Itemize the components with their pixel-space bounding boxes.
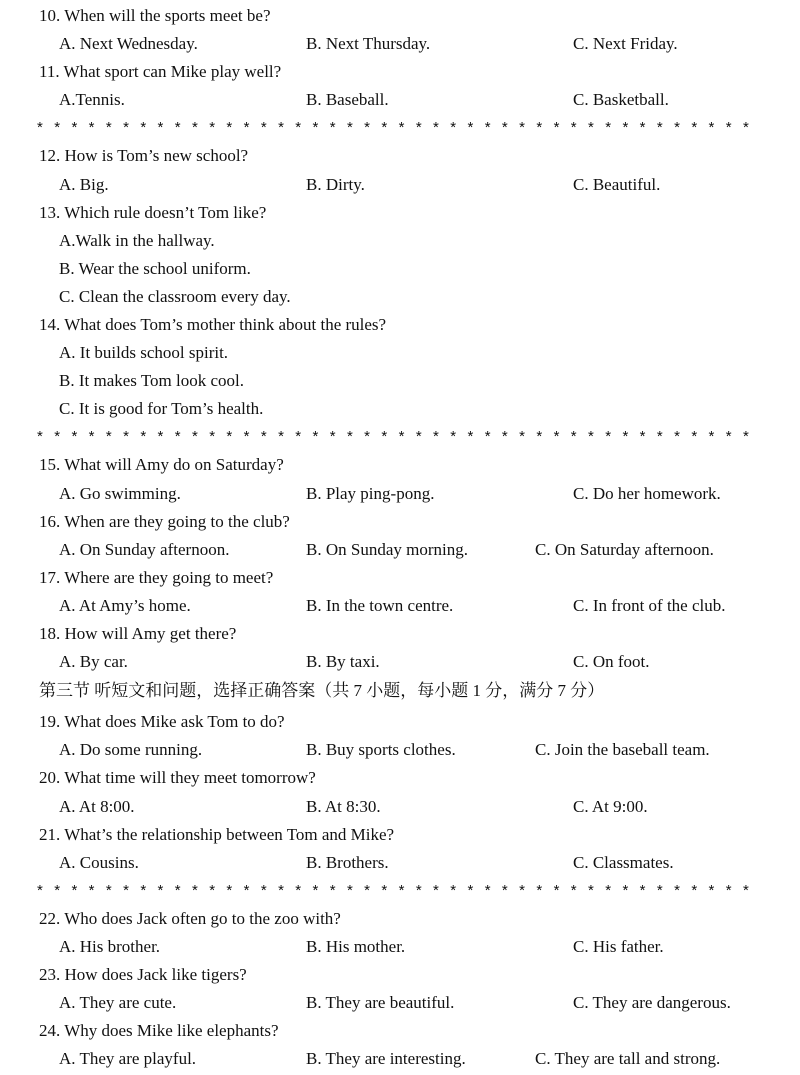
separator-asterisk: *: [123, 119, 129, 136]
separator-asterisk: *: [467, 882, 474, 899]
option-c: C. On foot.: [573, 652, 650, 671]
separator-asterisk: *: [312, 119, 319, 136]
separator-asterisk: *: [174, 119, 181, 136]
separator-asterisk: *: [381, 882, 388, 899]
separator-asterisk: *: [191, 428, 198, 445]
separator-asterisk: *: [605, 119, 612, 136]
separator-asterisk: *: [260, 882, 267, 899]
separator-asterisk: *: [433, 428, 439, 445]
separator-asterisk: *: [656, 428, 663, 445]
question-text: 19. What does Mike ask Tom to do?: [39, 712, 285, 731]
options-17: [0, 592, 800, 620]
separator-asterisk: *: [570, 882, 577, 899]
question-text: 12. How is Tom’s new school?: [39, 146, 249, 165]
question-22: [0, 905, 800, 933]
separator-asterisk: *: [295, 882, 302, 899]
option-a: A.Walk in the hallway.: [59, 231, 215, 250]
separator-asterisk: *: [708, 882, 715, 899]
separator-asterisk: *: [742, 119, 749, 136]
option-b: B. At 8:30.: [306, 797, 381, 816]
question-10: [0, 2, 800, 30]
separator-asterisk: *: [54, 119, 61, 136]
separator-asterisk: *: [312, 428, 319, 445]
separator-asterisk: *: [243, 428, 250, 445]
separator-asterisk: *: [484, 119, 491, 136]
options-12: [0, 171, 800, 199]
question-text: 10. When will the sports meet be?: [39, 6, 271, 25]
separator-asterisk: *: [536, 882, 543, 899]
separator-asterisk: *: [536, 119, 543, 136]
separator-asterisk: *: [450, 882, 457, 899]
question-text: 17. Where are they going to meet?: [39, 568, 274, 587]
separator-asterisk: *: [71, 119, 78, 136]
option-14-b: [0, 367, 800, 395]
question-11: [0, 58, 800, 86]
separator-asterisk: *: [622, 119, 629, 136]
option-13-c: [0, 283, 800, 311]
option-c: C. At 9:00.: [573, 797, 648, 816]
separator-asterisk: *: [381, 119, 388, 136]
separator-asterisk: *: [725, 882, 732, 899]
section-heading-text: 第三节 听短文和问题，选择正确答案（共 7 小题，每小题 1 分，满分 7 分）: [39, 681, 605, 700]
option-c: C. Beautiful.: [573, 175, 661, 194]
option-a: A. On Sunday afternoon.: [59, 540, 230, 559]
separator-asterisk: *: [536, 428, 543, 445]
separator-asterisk: *: [742, 428, 749, 445]
separator-asterisk: *: [639, 119, 646, 136]
separator-asterisk: *: [570, 119, 577, 136]
question-text: 24. Why does Mike like elephants?: [39, 1021, 279, 1040]
separator-asterisk: *: [174, 882, 181, 899]
separator-asterisk: *: [123, 428, 129, 445]
question-18: [0, 620, 800, 648]
separator-asterisk: *: [157, 119, 164, 136]
separator-asterisk: *: [519, 428, 525, 445]
separator-asterisk: *: [742, 882, 749, 899]
option-a: A. At 8:00.: [59, 797, 135, 816]
separator-asterisk: *: [209, 882, 216, 899]
option-a: A. Next Wednesday.: [59, 34, 198, 53]
separator-asterisk: *: [519, 119, 525, 136]
question-text: 20. What time will they meet tomorrow?: [39, 768, 316, 787]
separator-asterisk: *: [364, 882, 370, 899]
separator-asterisk: *: [71, 428, 78, 445]
option-14-a: [0, 339, 800, 367]
separator-asterisk: *: [191, 119, 198, 136]
option-c: C. Do her homework.: [573, 484, 721, 503]
separator-asterisk: *: [725, 119, 732, 136]
options-11: [0, 86, 800, 114]
separator-asterisk: *: [622, 882, 629, 899]
separator-asterisk: *: [174, 428, 181, 445]
question-text: 11. What sport can Mike play well?: [39, 62, 282, 81]
separator-asterisk: *: [54, 428, 61, 445]
option-c: C. Classmates.: [573, 853, 674, 872]
separator-asterisk: *: [260, 119, 267, 136]
separator-asterisk: *: [312, 882, 319, 899]
question-13: [0, 199, 800, 227]
question-text: 15. What will Amy do on Saturday?: [39, 455, 284, 474]
separator-asterisk: *: [71, 882, 78, 899]
option-b: B. They are beautiful.: [306, 993, 455, 1012]
separator-asterisk: *: [295, 428, 302, 445]
separator-asterisk: *: [570, 428, 577, 445]
separator-asterisk: *: [226, 428, 233, 445]
option-c: C. Next Friday.: [573, 34, 678, 53]
separator-asterisk: *: [88, 119, 95, 136]
separator-asterisk: *: [656, 882, 663, 899]
separator-asterisk: *: [54, 882, 61, 899]
options-10: [0, 30, 800, 58]
separator-asterisk: *: [157, 428, 164, 445]
separator-asterisk: *: [433, 119, 439, 136]
separator-asterisk: *: [639, 428, 646, 445]
options-18: [0, 648, 800, 676]
separator-asterisk: *: [295, 119, 302, 136]
separator-asterisk: *: [346, 119, 353, 136]
option-13-a: [0, 227, 800, 255]
separator-asterisk: *: [691, 119, 698, 136]
separator-asterisk: *: [467, 119, 474, 136]
option-c: C. It is good for Tom’s health.: [59, 399, 264, 418]
separator-asterisk: *: [209, 119, 216, 136]
option-c: C. They are tall and strong.: [535, 1049, 721, 1068]
separator-asterisk: *: [209, 428, 216, 445]
separator-asterisk: *: [674, 882, 680, 899]
separator-asterisk: *: [381, 428, 388, 445]
options-23: [0, 989, 800, 1017]
separator-asterisk: *: [484, 882, 491, 899]
options-21: [0, 849, 800, 877]
option-a: A. Do some running.: [59, 740, 203, 759]
question-text: 13. Which rule doesn’t Tom like?: [39, 203, 267, 222]
separator-asterisk: *: [191, 882, 198, 899]
separator-asterisk: *: [398, 119, 405, 136]
question-20: [0, 764, 800, 792]
options-19: [0, 736, 800, 764]
option-b: B. Wear the school uniform.: [59, 259, 251, 278]
separator-asterisk: *: [346, 882, 353, 899]
separator-asterisk: *: [243, 119, 250, 136]
option-c: C. On Saturday afternoon.: [535, 540, 714, 559]
question-text: 21. What’s the relationship between Tom and Mike?: [39, 825, 395, 844]
options-20: [0, 793, 800, 821]
separator-asterisk: *: [157, 882, 164, 899]
separator-asterisk: *: [501, 119, 508, 136]
option-c: C. His father.: [573, 937, 664, 956]
separator-asterisk: *: [243, 882, 250, 899]
option-b: B. In the town centre.: [306, 596, 454, 615]
option-a: A. At Amy’s home.: [59, 596, 191, 615]
options-24: [0, 1045, 800, 1073]
separator-asterisk: *: [588, 119, 594, 136]
separator-asterisk: *: [329, 882, 336, 899]
separator-asterisk: *: [415, 428, 422, 445]
question-text: 16. When are they going to the club?: [39, 512, 290, 531]
separator-asterisk: *: [501, 882, 508, 899]
option-b: B. They are interesting.: [306, 1049, 466, 1068]
separator-asterisk: *: [329, 428, 336, 445]
separator-asterisk: *: [622, 428, 629, 445]
separator-asterisk: *: [88, 428, 95, 445]
option-c: C. Clean the classroom every day.: [59, 287, 291, 306]
option-a: A. His brother.: [59, 937, 161, 956]
separator-asterisk: *: [364, 119, 370, 136]
separator-asterisk: *: [588, 428, 594, 445]
option-a: A. They are playful.: [59, 1049, 197, 1068]
separator-asterisk: *: [691, 882, 698, 899]
question-23: [0, 961, 800, 989]
option-a: A. They are cute.: [59, 993, 177, 1012]
option-b: B. Dirty.: [306, 175, 365, 194]
option-a: A. Go swimming.: [59, 484, 181, 503]
separator-asterisk: *: [364, 428, 370, 445]
separator-asterisk: *: [398, 882, 405, 899]
option-b: B. On Sunday morning.: [306, 540, 468, 559]
option-b: B. Buy sports clothes.: [306, 740, 456, 759]
option-c: C. Join the baseball team.: [535, 740, 710, 759]
separator-asterisk: *: [674, 428, 680, 445]
separator-asterisk: *: [450, 428, 457, 445]
option-a: A. Big.: [59, 175, 109, 194]
option-b: B. It makes Tom look cool.: [59, 371, 245, 390]
separator-asterisk: *: [501, 428, 508, 445]
question-12: [0, 142, 800, 170]
separator-asterisk: *: [105, 119, 112, 136]
separator-asterisk: *: [484, 428, 491, 445]
separator-3: [37, 877, 749, 905]
option-b: B. His mother.: [306, 937, 406, 956]
option-a: A. It builds school spirit.: [59, 343, 229, 362]
option-13-b: [0, 255, 800, 283]
options-15: [0, 480, 800, 508]
option-b: B. Next Thursday.: [306, 34, 431, 53]
option-a: A.Tennis.: [59, 90, 125, 109]
separator-asterisk: *: [140, 428, 147, 445]
separator-asterisk: *: [37, 882, 43, 899]
option-a: A. Cousins.: [59, 853, 139, 872]
separator-asterisk: *: [553, 882, 560, 899]
separator-asterisk: *: [691, 428, 698, 445]
option-c: C. In front of the club.: [573, 596, 726, 615]
separator-asterisk: *: [140, 119, 147, 136]
question-19: [0, 708, 800, 736]
separator-asterisk: *: [278, 428, 284, 445]
separator-asterisk: *: [725, 428, 732, 445]
separator-asterisk: *: [553, 428, 560, 445]
separator-asterisk: *: [639, 882, 646, 899]
question-15: [0, 451, 800, 479]
separator-asterisk: *: [588, 882, 594, 899]
separator-asterisk: *: [708, 428, 715, 445]
question-text: 22. Who does Jack often go to the zoo with?: [39, 909, 341, 928]
separator-asterisk: *: [123, 882, 129, 899]
option-a: A. By car.: [59, 652, 128, 671]
separator-asterisk: *: [605, 428, 612, 445]
separator-asterisk: *: [519, 882, 525, 899]
question-text: 18. How will Amy get there?: [39, 624, 237, 643]
separator-asterisk: *: [105, 882, 112, 899]
question-24: [0, 1017, 800, 1045]
separator-asterisk: *: [37, 119, 43, 136]
option-b: B. Brothers.: [306, 853, 389, 872]
question-21: [0, 821, 800, 849]
separator-asterisk: *: [708, 119, 715, 136]
separator-asterisk: *: [467, 428, 474, 445]
separator-asterisk: *: [329, 119, 336, 136]
question-17: [0, 564, 800, 592]
option-b: B. By taxi.: [306, 652, 380, 671]
question-text: 14. What does Tom’s mother think about the rules?: [39, 315, 387, 334]
question-14: [0, 311, 800, 339]
separator-asterisk: *: [140, 882, 147, 899]
option-14-c: [0, 395, 800, 423]
separator-asterisk: *: [415, 119, 422, 136]
option-c: C. Basketball.: [573, 90, 669, 109]
option-c: C. They are dangerous.: [573, 993, 731, 1012]
option-b: B. Play ping-pong.: [306, 484, 435, 503]
separator-asterisk: *: [37, 428, 43, 445]
option-b: B. Baseball.: [306, 90, 389, 109]
separator-asterisk: *: [226, 882, 233, 899]
separator-1: [37, 114, 749, 142]
separator-asterisk: *: [674, 119, 680, 136]
separator-asterisk: *: [433, 882, 439, 899]
separator-asterisk: *: [105, 428, 112, 445]
question-16: [0, 508, 800, 536]
separator-asterisk: *: [398, 428, 405, 445]
separator-asterisk: *: [450, 119, 457, 136]
separator-asterisk: *: [346, 428, 353, 445]
separator-asterisk: *: [278, 882, 284, 899]
separator-asterisk: *: [88, 882, 95, 899]
separator-asterisk: *: [260, 428, 267, 445]
separator-asterisk: *: [278, 119, 284, 136]
separator-2: [37, 423, 749, 451]
options-22: [0, 933, 800, 961]
separator-asterisk: *: [656, 119, 663, 136]
separator-asterisk: *: [605, 882, 612, 899]
separator-asterisk: *: [226, 119, 233, 136]
question-text: 23. How does Jack like tigers?: [39, 965, 247, 984]
section-3-heading: [0, 677, 800, 705]
separator-asterisk: *: [415, 882, 422, 899]
options-16: [0, 536, 800, 564]
separator-asterisk: *: [553, 119, 560, 136]
